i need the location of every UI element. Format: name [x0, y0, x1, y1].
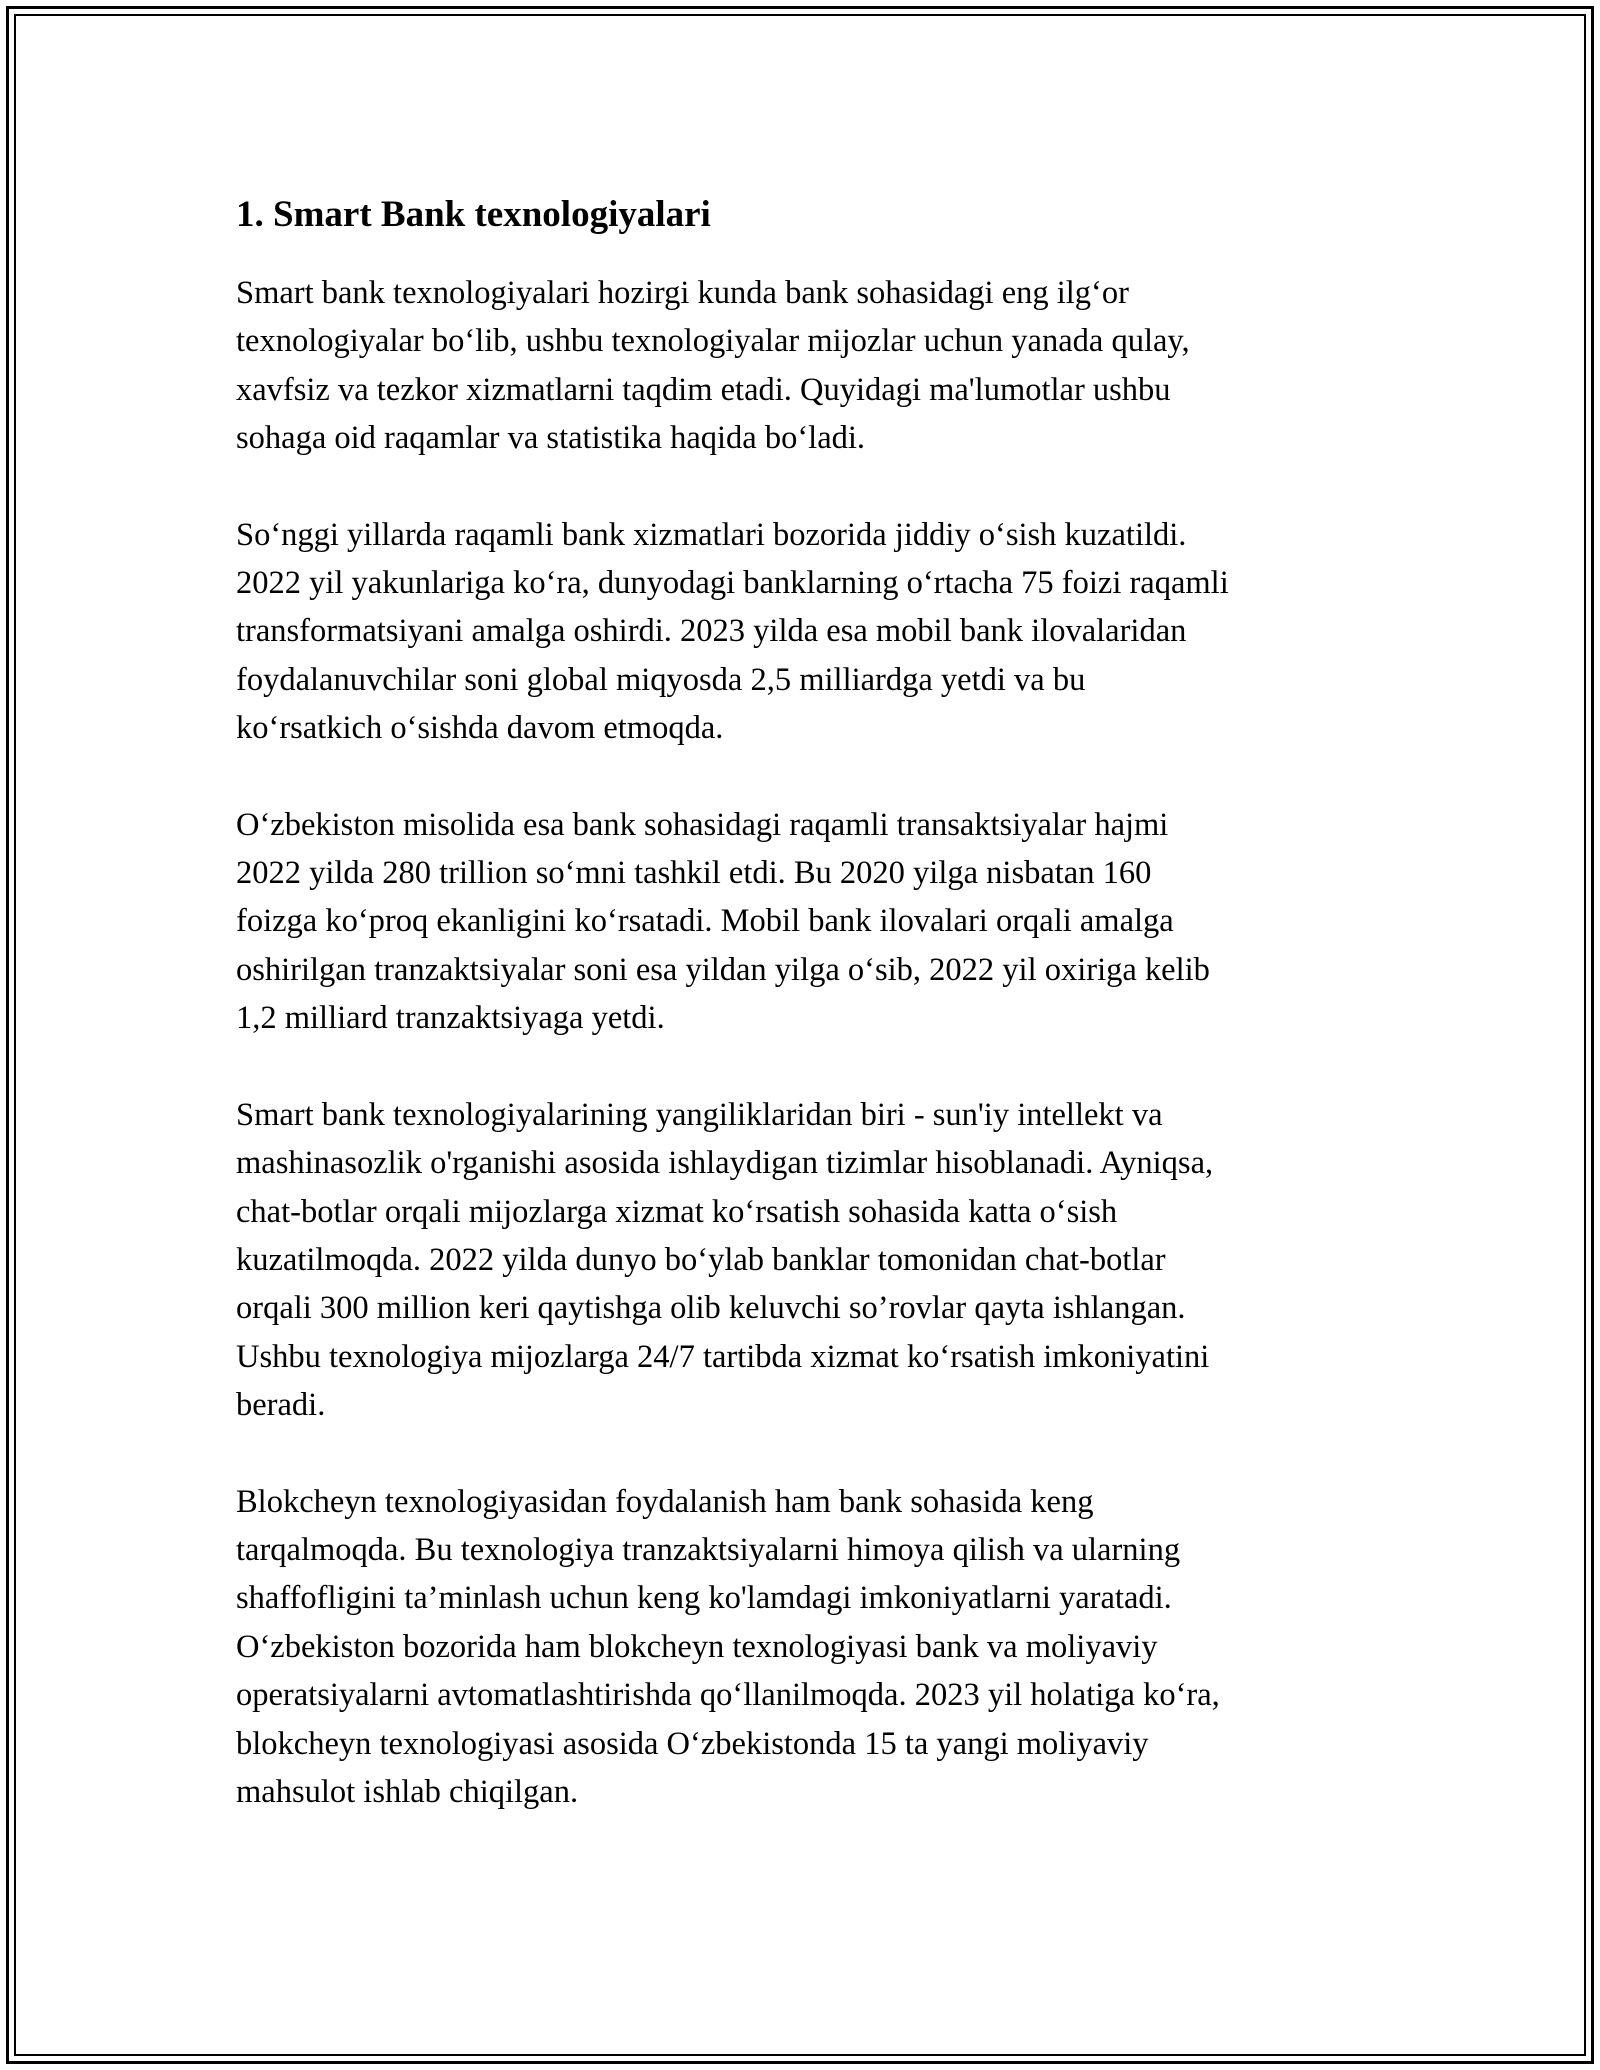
paragraph-digital-growth: So‘nggi yillarda raqamli bank xizmatlari bozorida jiddiy o‘sish kuzatildi. 2022 yil yakunlariga ko‘ra, dunyodagi banklarning o‘rtacha 75 foizi raqamli transformatsiyani amalga oshirdi. 2023 yilda esa mobil bank ilovalaridan foydalanuvchilar soni global miqyosda 2,5 milliardga yetdi va bu ko‘rsatkich o‘sishda davom etmoqda.: [236, 516, 1229, 747]
paragraph-uzbekistan-transactions: O‘zbekiston misolida esa bank sohasidagi raqamli transaktsiyalar hajmi 2022 yilda 280 trillion so‘mni tashkil etdi. Bu 2020 yilga nisbatan 160 foizga ko‘proq ekanligini ko‘rsatadi. Mobil bank ilovalari orqali amalga oshirilgan tranzaktsiyalar soni esa yildan yilga o‘sib, 2022 yil oxiriga kelib 1,2 milliard tranzaktsiyaga yetdi.: [236, 806, 1210, 1037]
paragraph-blockchain: Blokcheyn texnologiyasidan foydalanish ham bank sohasida keng tarqalmoqda. Bu texnologiya tranzaktsiyalarni himoya qilish va ularning shaffofligini ta’minlash uchun keng ko'lamdagi imkoniyatlarni yaratadi. O‘zbekiston bozorida ham blokcheyn texnologiyasi bank va moliyaviy operatsiyalarni avtomatlashtirishda qo‘llanilmoqda. 2023 yil holatiga ko‘ra, blokcheyn texnologiyasi asosida O‘zbekistonda 15 ta yangi moliyaviy mahsulot ishlab chiqilgan.: [236, 1483, 1220, 1810]
section-title: 1. Smart Bank texnologiyalari: [236, 194, 711, 235]
paragraph-ai-chatbots: Smart bank texnologiyalarining yangiliklaridan biri - sun'iy intellekt va mashinasozlik o'rganishi asosida ishlaydigan tizimlar hisoblanadi. Ayniqsa, chat-botlar orqali mijozlarga xizmat ko‘rsatish sohasida katta o‘sish kuzatilmoqda. 2022 yilda dunyo bo‘ylab banklar tomonidan chat-botlar orqali 300 million keri qaytishga olib keluvchi so’rovlar qayta ishlangan. Ushbu texnologiya mijozlarga 24/7 tartibda xizmat ko‘rsatish imkoniyatini beradi.: [236, 1096, 1214, 1424]
paragraph-intro: Smart bank texnologiyalari hozirgi kunda bank sohasidagi eng ilg‘or texnologiyalar bo‘lib, ushbu texnologiyalar mijozlar uchun yanada qulay, xavfsiz va tezkor xizmatlarni taqdim etadi. Quyidagi ma'lumotlar ushbu sohaga oid raqamlar va statistika haqida bo‘ladi.: [236, 275, 1190, 457]
document-body: [236, 185, 1366, 1864]
